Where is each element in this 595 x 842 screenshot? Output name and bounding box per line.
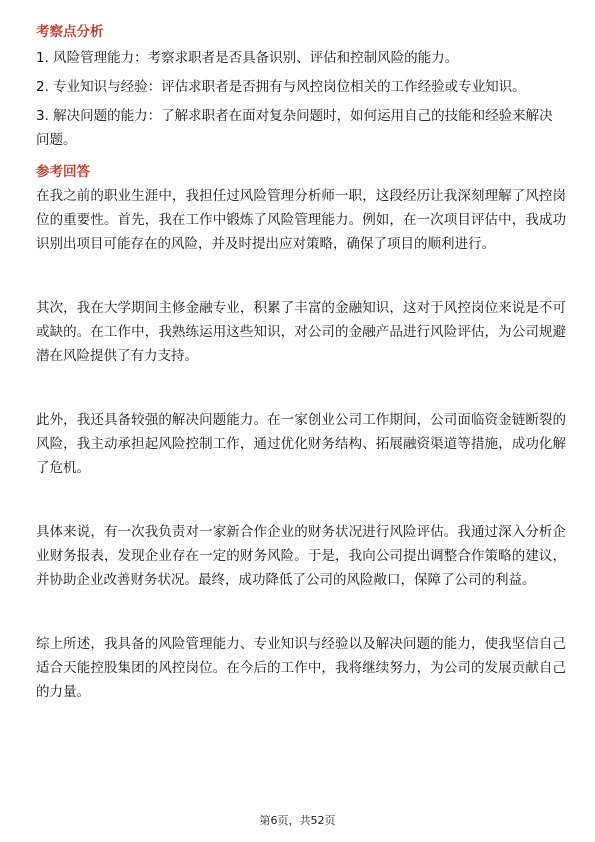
- answer-paragraph-4: 具体来说，有一次我负责对一家新合作企业的财务状况进行风险评估。我通过深入分析企业财务报表，发现企业存在一定的财务风险。于是，我向公司提出调整合作策略的建议，并协助企业改善财务状况。最终，成功降低了公司的风险敞口，保障了公司的利益。: [36, 524, 566, 588]
- analysis-heading: 考察点分析: [36, 24, 104, 40]
- analysis-item-1: 1. 风险管理能力：考察求职者是否具备识别、评估和控制风险的能力。: [36, 50, 459, 66]
- document-page: [36, 22, 566, 704]
- analysis-item-2: 2. 专业知识与经验：评估求职者是否拥有与风控岗位相关的工作经验或专业知识。: [36, 79, 526, 95]
- answer-heading: 参考回答: [36, 164, 90, 180]
- answer-paragraph-1: 在我之前的职业生涯中，我担任过风险管理分析师一职，这段经历让我深刻理解了风控岗位的重要性。首先，我在工作中锻炼了风险管理能力。例如，在一次项目评估中，我成功识别出项目可能存在的风险，并及时提出应对策略，确保了项目的顺利进行。: [36, 188, 566, 252]
- page-number-footer: 第6页，共52页: [259, 814, 336, 827]
- analysis-list: [36, 46, 566, 152]
- answer-paragraph-3: 此外，我还具备较强的解决问题能力。在一家创业公司工作期间，公司面临资金链断裂的风险，我主动承担起风险控制工作，通过优化财务结构、拓展融资渠道等措施，成功化解了危机。: [36, 412, 566, 476]
- analysis-item-3: 3. 解决问题的能力：了解求职者在面对复杂问题时，如何运用自己的技能和经验来解决问题。: [36, 108, 553, 148]
- answer-paragraph-2: 其次，我在大学期间主修金融专业，积累了丰富的金融知识，这对于风控岗位来说是不可或缺的。在工作中，我熟练运用这些知识，对公司的金融产品进行风险评估，为公司规避潜在风险提供了有力支持。: [36, 300, 566, 364]
- answer-paragraph-5: 综上所述，我具备的风险管理能力、专业知识与经验以及解决问题的能力，使我坚信自己适合天能控股集团的风控岗位。在今后的工作中，我将继续努力，为公司的发展贡献自己的力量。: [36, 636, 566, 700]
